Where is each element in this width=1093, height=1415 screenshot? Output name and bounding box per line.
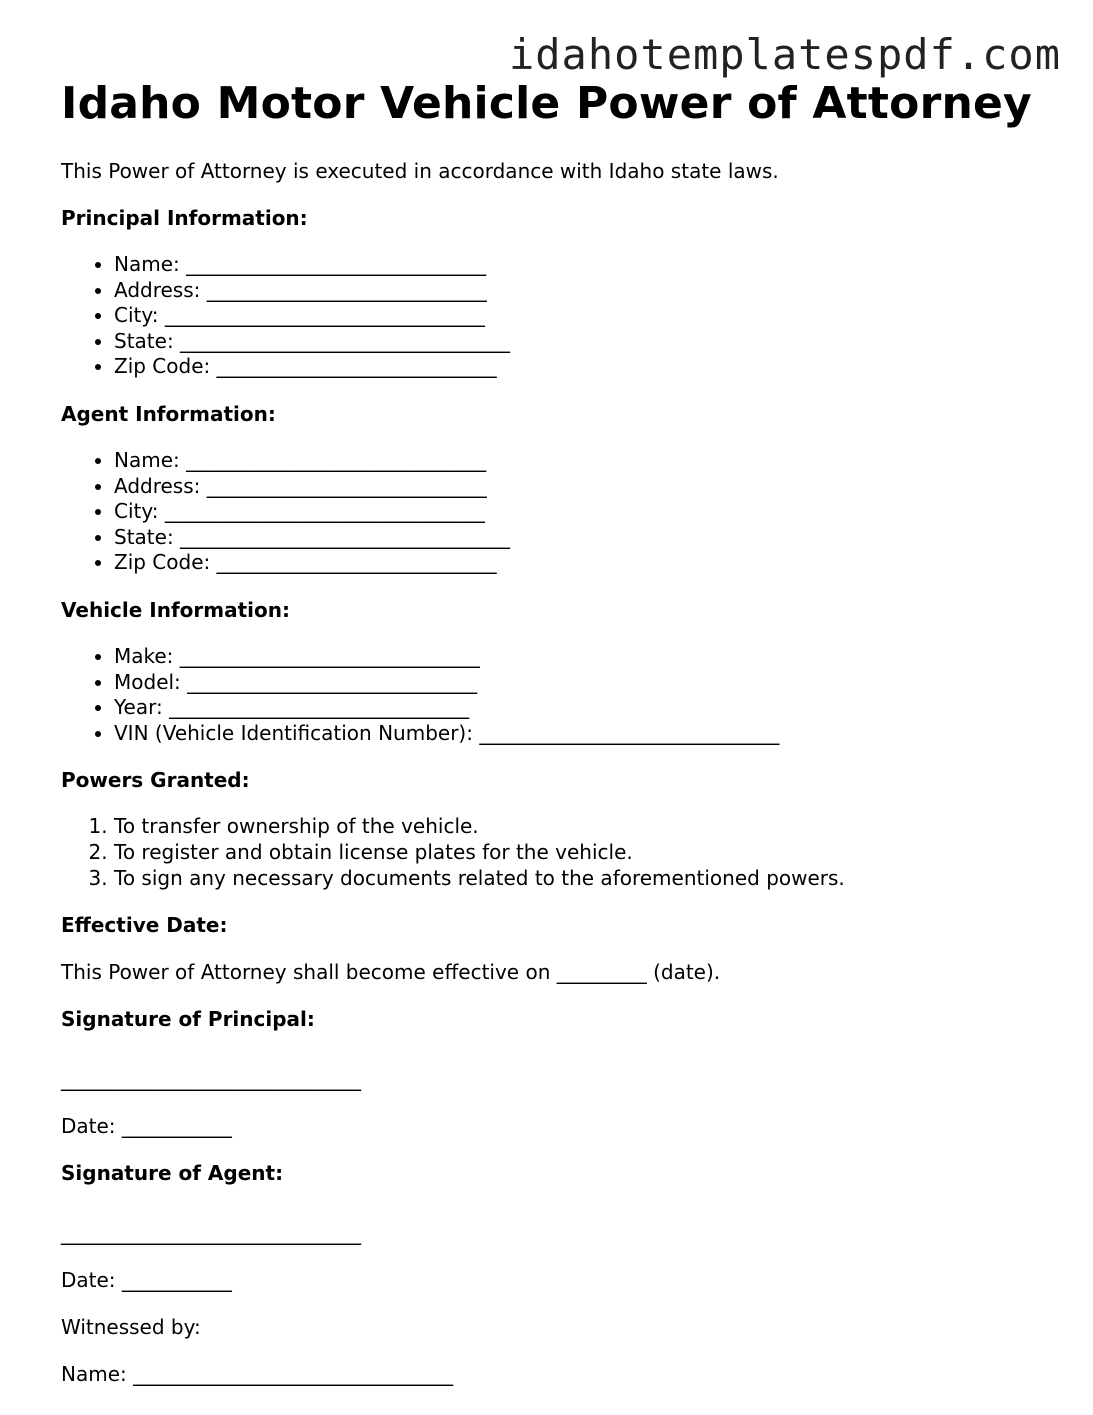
agent-signature-date[interactable]: Date: ___________ <box>61 1268 232 1293</box>
agent-zip-field[interactable]: • Zip Code: ____________________________ <box>114 550 1061 576</box>
agent-city-field[interactable]: • City: ________________________________ <box>114 499 1061 525</box>
witness-name-field[interactable]: Name: ________________________________ <box>61 1362 454 1387</box>
vehicle-field-list <box>61 644 1061 746</box>
effective-date-text[interactable]: This Power of Attorney shall become effective on _________ (date). <box>61 960 721 985</box>
witness-label: Witnessed by: <box>61 1315 201 1340</box>
powers-heading: Powers Granted: <box>61 768 250 793</box>
principal-heading: Principal Information: <box>61 206 308 230</box>
powers-list <box>61 814 1061 891</box>
vehicle-make-field[interactable]: • Make: ______________________________ <box>114 644 1061 670</box>
power-item: 2. To register and obtain license plates for the vehicle. <box>114 840 1061 866</box>
agent-field-list <box>61 448 1061 576</box>
agent-signature-heading: Signature of Agent: <box>61 1161 284 1186</box>
vehicle-vin-field[interactable]: • VIN (Vehicle Identification Number): ______________________________ <box>114 721 1061 747</box>
principal-zip-field[interactable]: • Zip Code: ____________________________ <box>114 354 1061 380</box>
agent-address-field[interactable]: • Address: ____________________________ <box>114 474 1061 500</box>
agent-name-field[interactable]: • Name: ______________________________ <box>114 448 1061 474</box>
principal-signature-heading: Signature of Principal: <box>61 1007 315 1032</box>
agent-state-field[interactable]: • State: _________________________________ <box>114 525 1061 551</box>
intro-text: This Power of Attorney is executed in accordance with Idaho state laws. <box>61 159 779 183</box>
power-item: 1. To transfer ownership of the vehicle. <box>114 814 1061 840</box>
principal-field-list <box>61 252 1061 380</box>
power-item: 3. To sign any necessary documents related to the aforementioned powers. <box>114 866 1061 892</box>
principal-signature-line[interactable]: ______________________________ <box>61 1067 361 1092</box>
vehicle-heading: Vehicle Information: <box>61 597 290 622</box>
principal-signature-date[interactable]: Date: ___________ <box>61 1114 232 1139</box>
principal-address-field[interactable]: • Address: ____________________________ <box>114 278 1061 304</box>
principal-city-field[interactable]: • City: ________________________________ <box>114 303 1061 329</box>
principal-state-field[interactable]: • State: _________________________________ <box>114 329 1061 355</box>
document-page <box>61 78 1061 1387</box>
effective-date-heading: Effective Date: <box>61 913 228 938</box>
agent-heading: Agent Information: <box>61 401 276 426</box>
agent-signature-line[interactable]: ______________________________ <box>61 1221 361 1246</box>
page-title: Idaho Motor Vehicle Power of Attorney <box>61 78 1032 129</box>
principal-name-field[interactable]: • Name: ______________________________ <box>114 252 1061 278</box>
vehicle-year-field[interactable]: • Year: ______________________________ <box>114 695 1061 721</box>
watermark: idahotemplatespdf.com <box>508 30 1061 79</box>
vehicle-model-field[interactable]: • Model: _____________________________ <box>114 670 1061 696</box>
